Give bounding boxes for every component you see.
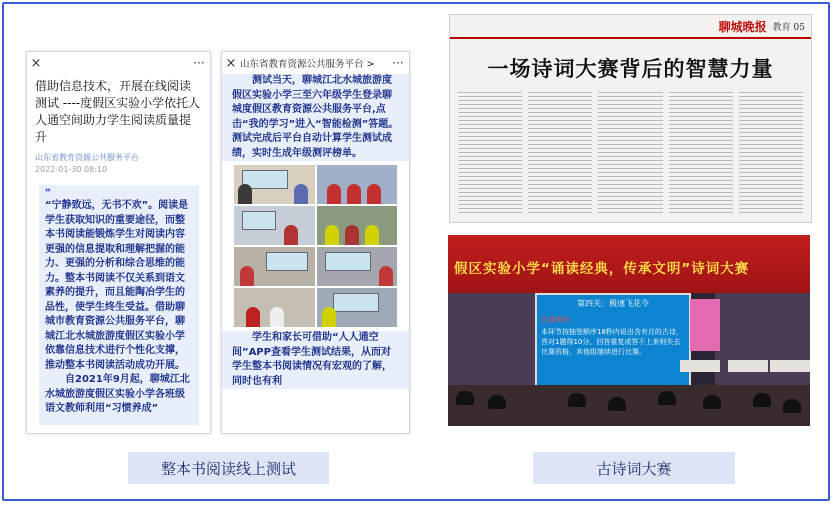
caption-poetry-contest: 古诗词大赛	[533, 452, 735, 484]
text-column	[458, 89, 522, 216]
contestant-desk	[680, 360, 720, 372]
article-date: 2022-01-30 08:10	[35, 165, 108, 174]
audience-member	[783, 399, 801, 413]
photo-grid	[234, 165, 397, 327]
classroom-photo	[234, 288, 315, 327]
article-title: 借助信息技术，开展在线阅读测试 ----度假区实验小学依托人人通空间助力学生阅读质量提升	[35, 79, 201, 144]
text-column	[598, 89, 662, 216]
classroom-photo	[234, 165, 315, 204]
screen-rule-heading: 比赛规则	[541, 316, 569, 324]
audience-member	[608, 397, 626, 411]
text-column	[669, 89, 733, 216]
article-source[interactable]: 山东省教育资源公共服务平台	[35, 153, 139, 162]
banner-text: 假区实验小学“诵读经典，传承文明”诗词大赛	[454, 261, 750, 277]
classroom-photo	[234, 206, 315, 245]
contestant-desk	[770, 360, 810, 372]
newspaper-columns	[458, 89, 803, 216]
article-paragraph: 测试当天，聊城江北水城旅游度假区实验小学三至六年级学生登录聊城度假区教育资源公共服务平台,点击“我的学习”进入“智能检测”答题。测试完成后平台自动计算学生测试成绩，实时生成年级测评榜单。	[222, 74, 409, 161]
more-icon[interactable]: ···	[392, 56, 404, 70]
more-icon[interactable]: ···	[193, 56, 205, 70]
caption-online-reading-test: 整本书阅读线上测试	[128, 452, 329, 484]
article-body	[39, 185, 199, 425]
classroom-photo	[317, 165, 398, 204]
audience-member	[753, 393, 771, 407]
event-banner	[448, 235, 810, 293]
classroom-photo	[234, 247, 315, 286]
article-screenshot-right	[221, 51, 410, 434]
screen-title: 第四关：极速飞花令	[577, 299, 649, 308]
article-paragraph: 学生和家长可借助“人人通空间”APP查看学生测试结果，从而对学生整本书阅读情况有宏观的了解，同时也有利	[222, 331, 409, 389]
stage-display-panel	[690, 299, 720, 351]
newspaper-section: 教育 05	[772, 22, 805, 33]
audience-area	[448, 385, 810, 426]
competition-photo	[448, 235, 810, 426]
stage-wall	[448, 293, 543, 385]
newspaper-clipping	[449, 14, 812, 223]
newspaper-header	[450, 15, 811, 39]
text-column	[528, 89, 592, 216]
article-paragraph: 自2021年9月起，聊城江北水城旅游度假区实验小学各班级语文教师利用“习惯养成”	[45, 374, 190, 414]
audience-member	[703, 395, 721, 409]
classroom-photo	[317, 247, 398, 286]
audience-member	[658, 391, 676, 405]
audience-member	[456, 391, 474, 405]
platform-header[interactable]: 山东省教育资源公共服务平台 >	[240, 59, 375, 70]
projector-screen	[535, 293, 691, 389]
close-icon[interactable]: ×	[225, 55, 237, 71]
audience-member	[488, 395, 506, 409]
quote-icon: ❞	[45, 188, 51, 199]
audience-member	[568, 393, 586, 407]
newspaper-masthead: 聊城晚报	[718, 19, 767, 34]
contestant-desk	[728, 360, 768, 372]
close-icon[interactable]: ×	[30, 55, 42, 71]
screen-rule-text: 本环节按抽签顺序18秒内说出含有月的古诗，答对1题得10分，回答重复或答不上来则失去比赛资格，其他组继续进行比赛。	[541, 328, 683, 356]
article-screenshot-left	[26, 51, 211, 434]
phone-topbar	[222, 52, 409, 74]
classroom-photo	[317, 288, 398, 327]
phone-topbar	[27, 52, 210, 74]
article-paragraph: “宁静致远，无书不欢”。阅读是学生获取知识的重要途径，而整本书阅读能锻炼学生对阅读内容更强的信息提取和理解把握的能力、更强的分析和综合思维的能力。整本书阅读不仅关系到语文素养的提升，而且能陶冶学生的品性，使学生终生受益。借助聊城市教育资源公共服务平台，聊城江北水城旅游度假区实验小学依靠信息技术进行个性化支撑，推动整本书阅读活动成功开展。	[45, 200, 189, 371]
classroom-photo	[317, 206, 398, 245]
newspaper-headline: 一场诗词大赛背后的智慧力量	[487, 56, 774, 81]
text-column	[739, 89, 803, 216]
